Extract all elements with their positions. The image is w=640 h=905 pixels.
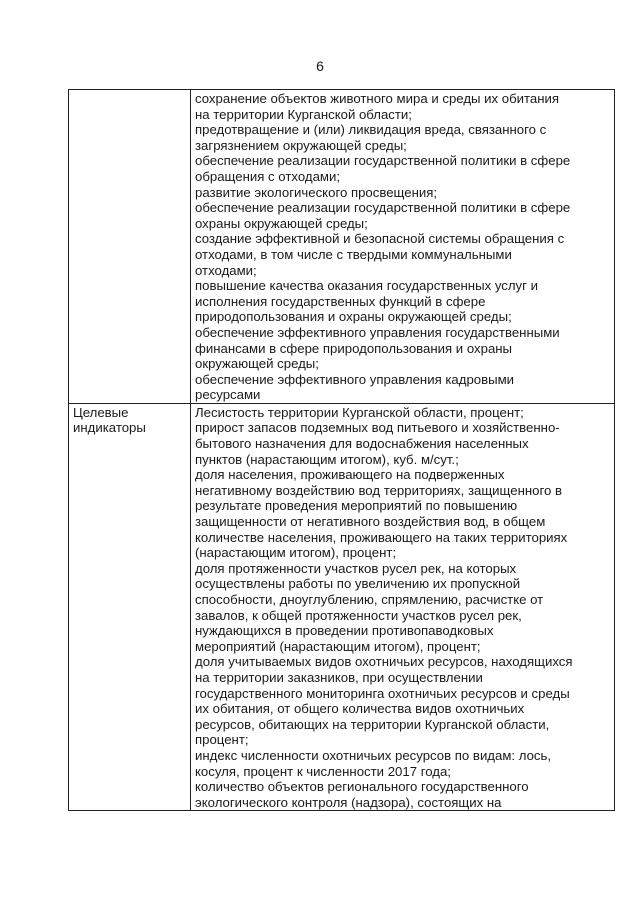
- text-line: обеспечение эффективного управления кадровыми: [195, 371, 515, 387]
- text-line: на территории заказников, при осуществлении: [195, 669, 483, 685]
- row-text-cell: [191, 90, 615, 404]
- text-line: обеспечение реализации государственной политики в сфере: [195, 153, 571, 169]
- text-line: косуля, процент к численности 2017 года;: [195, 763, 451, 779]
- text-line: на территории Курганской области;: [195, 106, 412, 122]
- text-line: охраны окружающей среды;: [195, 215, 368, 231]
- text-line: сохранение объектов животного мира и среды их обитания: [195, 91, 560, 106]
- text-line: создание эффективной и безопасной системы обращения с: [195, 231, 565, 247]
- text-line: развитие экологического просвещения;: [195, 184, 438, 200]
- text-line: способности, дноуглублению, спрямлению, расчистке от: [195, 592, 544, 607]
- text-line: нуждающихся в проведении противопаводковых: [195, 623, 494, 639]
- text-line: осуществлены работы по увеличению их пропускной: [195, 576, 521, 592]
- text-line: природопользования и охраны окружающей среды;: [195, 309, 512, 325]
- text-line: отходами;: [195, 262, 257, 278]
- text-line: обеспечение реализации государственной политики в сфере: [195, 200, 571, 216]
- table-row-target-indicators: [69, 403, 615, 810]
- text-line: защищенности от негативного воздействия вод, в общем: [195, 514, 546, 530]
- text-line: государственного мониторинга охотничьих ресурсов и среды: [195, 685, 570, 701]
- text-line: индекс численности охотничьих ресурсов по видам: лось,: [195, 747, 552, 763]
- text-line: мероприятий (нарастающим итогом), процент;: [195, 638, 481, 654]
- row-label-cell: [69, 90, 191, 404]
- text-line: завалов, к общей протяженности участков русел рек,: [195, 607, 522, 623]
- text-line: обращения с отходами;: [195, 168, 341, 184]
- text-line: процент;: [195, 732, 249, 748]
- text-line: предотвращение и (или) ликвидация вреда, связанного с: [195, 122, 547, 138]
- row-label-line: Целевые: [73, 404, 129, 420]
- text-line: загрязнением окружающей среды;: [195, 137, 407, 153]
- text-line: финансами в сфере природопользования и охраны: [195, 340, 513, 356]
- text-line: исполнения государственных функций в сфере: [195, 293, 486, 309]
- text-line: отходами, в том числе с твердыми коммунальными: [195, 246, 512, 262]
- text-line: результате проведения мероприятий по повышению: [195, 498, 518, 514]
- text-line: (нарастающим итогом), процент;: [195, 545, 397, 561]
- text-line: ресурсами: [195, 387, 261, 403]
- text-line: Лесистость территории Курганской области, процент;: [195, 404, 524, 420]
- text-line: прирост запасов подземных вод питьевого и хозяйственно-: [195, 420, 560, 436]
- text-line: окружающей среды;: [195, 356, 319, 372]
- row-label-line: индикаторы: [73, 420, 146, 436]
- text-line: экологического контроля (надзора), состоящих на: [195, 794, 502, 810]
- row-text-cell: [191, 403, 615, 810]
- text-line: обеспечение эффективного управления государственными: [195, 324, 560, 340]
- text-line: доля учитываемых видов охотничьих ресурсов, находящихся: [195, 654, 573, 670]
- program-passport-table: [68, 89, 615, 811]
- row-label-cell: [69, 403, 191, 810]
- text-line: бытового назначения для водоснабжения населенных: [195, 436, 529, 452]
- text-line: ресурсов, обитающих на территории Курганской области,: [195, 716, 550, 732]
- text-line: негативному воздействию вод территориях, защищенного в: [195, 482, 563, 498]
- text-line: пунктов (нарастающим итогом), куб. м/сут.;: [195, 451, 459, 467]
- text-line: количество объектов регионального государственного: [195, 779, 529, 795]
- text-line: доля протяженности участков русел рек, на которых: [195, 560, 517, 576]
- table-row-goals: [69, 90, 615, 404]
- text-line: доля населения, проживающего на подверженных: [195, 467, 505, 483]
- text-line: повышение качества оказания государственных услуг и: [195, 278, 538, 294]
- text-line: их обитания, от общего количества видов охотничьих: [195, 701, 525, 717]
- text-line: количестве населения, проживающего на таких территориях: [195, 529, 568, 545]
- page-number: 6: [316, 58, 324, 74]
